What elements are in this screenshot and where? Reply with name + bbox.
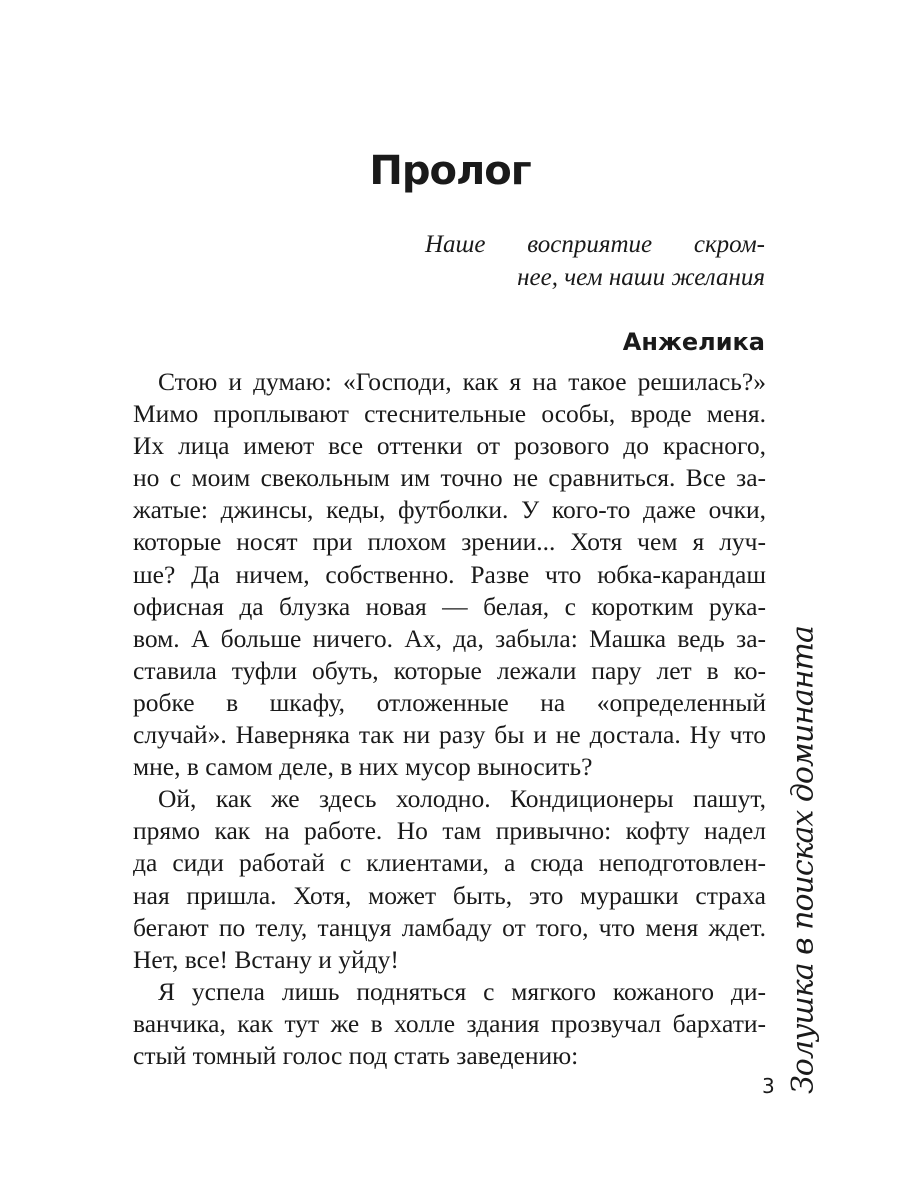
text-line: да сиди работай с клиентами, а сюда неподготовлен- [133, 848, 766, 878]
text-line: Мимо проплывают стеснительные особы, вроде меня. [133, 399, 766, 429]
text-line: Стою и думаю: «Господи, как я на такое решилась?» [158, 367, 766, 396]
text-line: случай». Наверняка так ни разу бы и не достала. Ну что [133, 720, 766, 750]
text-line: робке в шкафу, отложенные на «определенный [133, 687, 766, 717]
text-line: но с моим свекольным им точно не сравниться. Все за- [133, 463, 766, 493]
running-title: Золушка в поисках доминанта [785, 626, 821, 1094]
text-line: ная пришла. Хотя, может быть, это мурашки страха [133, 880, 766, 910]
text-line: Нет, все! Встану и уйду! [133, 944, 399, 974]
text-line: стый томный голос под стать заведению: [133, 1040, 579, 1070]
text-line: Я успела лишь подняться с мягкого кожаного ди- [158, 976, 766, 1006]
text-line: Ой, как же здесь холодно. Кондиционеры пашут, [158, 784, 766, 814]
text-line: вом. А больше ничего. Ах, да, забыла: Машка ведь за- [133, 623, 766, 653]
text-line: бегают по телу, танцуя ламбаду от того, что меня ждет. [133, 912, 766, 942]
text-line: которые носят при плохом зрении... Хотя чем я луч- [133, 527, 766, 557]
text-line: Их лица имеют все оттенки от розового до красного, [133, 431, 766, 461]
text-line: офисная да блузка новая — белая, с коротким рука- [133, 591, 766, 621]
text-line: ставила туфли обуть, которые лежали пару лет в ко- [133, 655, 766, 685]
body-text [133, 366, 766, 1072]
text-line: жатые: джинсы, кеды, футболки. У кого-то даже очки, [133, 495, 766, 525]
epigraph-line: Наше восприятие скром- [425, 231, 765, 258]
text-line: мне, в самом деле, в них мусор выносить? [133, 752, 593, 782]
text-line: ше? Да ничем, собственно. Разве что юбка-карандаш [133, 559, 766, 589]
epigraph-line: нее, чем наши желания [517, 264, 765, 291]
page-number: 3 [762, 1074, 775, 1098]
epigraph [425, 228, 765, 294]
section-heading: Анжелика [622, 328, 765, 356]
chapter-title: Пролог [369, 148, 531, 194]
text-line: прямо как на работе. Но там привычно: кофту надел [133, 816, 766, 846]
text-line: ванчика, как тут же в холле здания прозвучал бархати- [133, 1008, 766, 1038]
